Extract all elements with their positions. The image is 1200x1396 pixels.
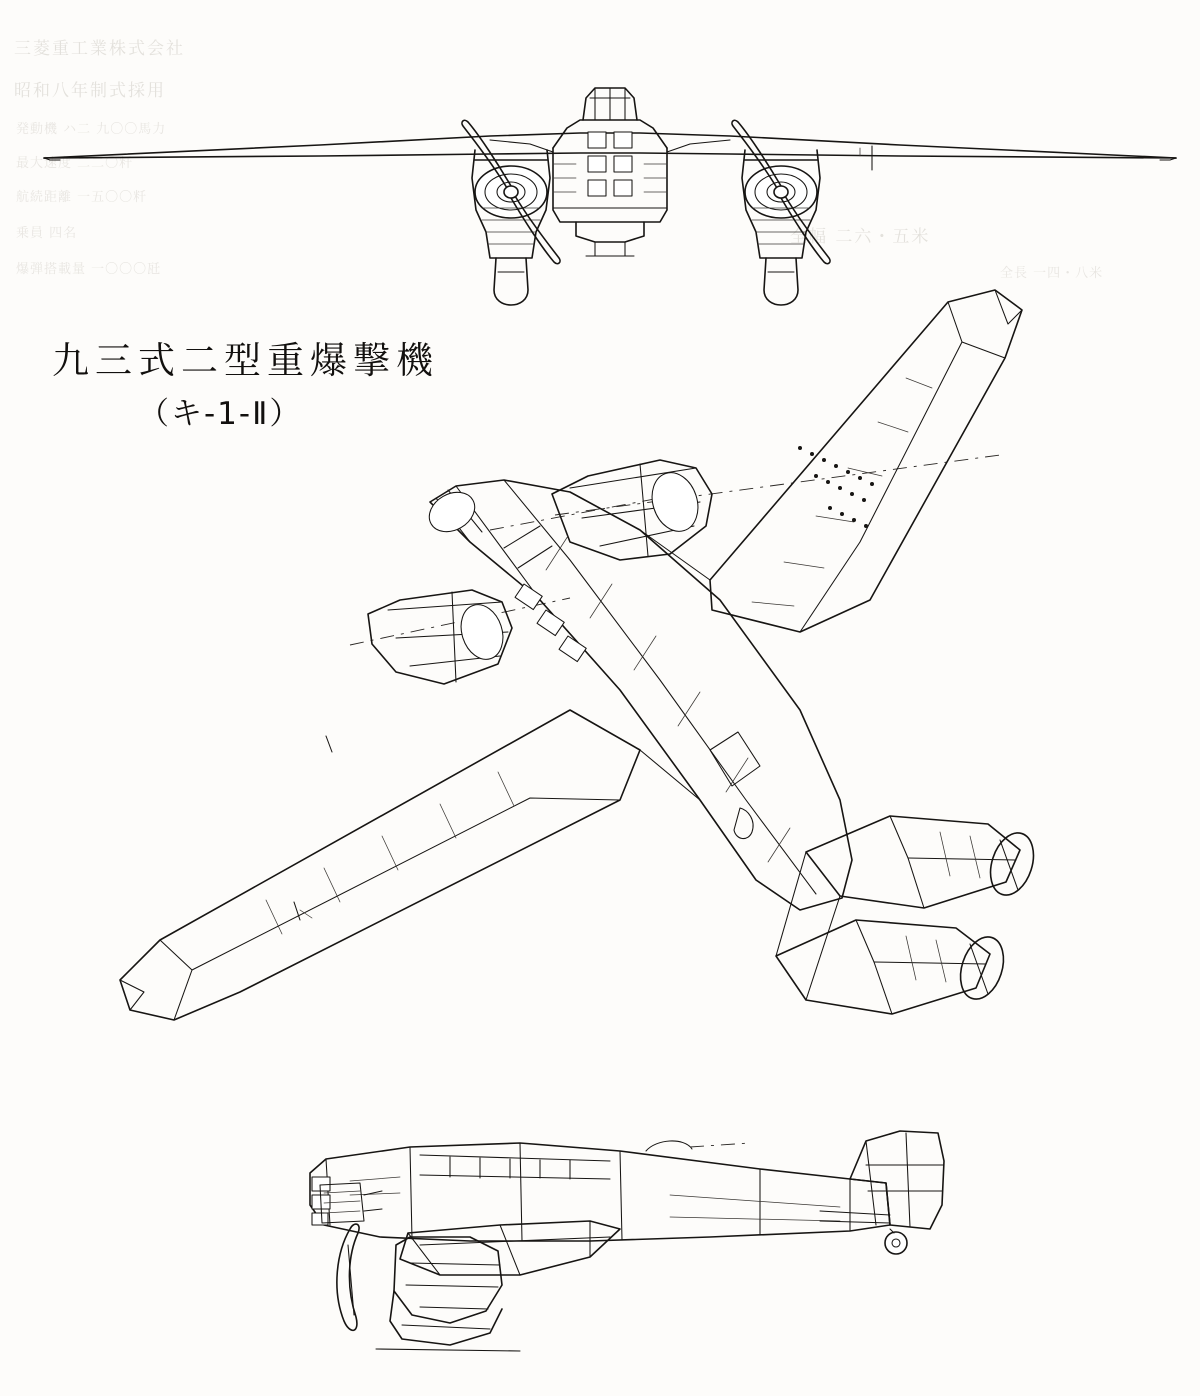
bleed-text-line: 爆弾搭載量 一〇〇〇瓩 [16, 262, 162, 277]
side-view-fuselage [310, 1141, 890, 1241]
front-view-port-engine [462, 120, 560, 305]
bleed-text-line: 三菱重工業株式会社 [14, 39, 185, 59]
bleed-text-line: 乗員 四名 [16, 226, 78, 241]
bleed-text-line: 最大速度 二二〇粁 [16, 156, 134, 171]
bleed-text-line: 発動機 ハ二 九〇〇馬力 [16, 122, 167, 137]
aircraft-designation: （キ-1-Ⅱ） [138, 396, 303, 432]
plan-view-fuselage [422, 480, 852, 910]
plan-view [100, 280, 1120, 1090]
side-view-tail [820, 1131, 944, 1254]
bleed-text-line: 全幅 二六・五米 [790, 227, 931, 247]
front-view [20, 60, 1200, 310]
side-view [290, 1125, 990, 1355]
front-view-wings [44, 133, 1176, 170]
plan-view-starboard-wing [710, 290, 1022, 632]
bleed-text-line: 航続距離 一五〇〇粁 [16, 190, 148, 205]
plan-view-empennage [776, 816, 1041, 1014]
plan-view-starboard-nacelle [552, 460, 712, 560]
front-view-starboard-engine [732, 120, 830, 305]
page-title: 九三式二型重爆撃機 [52, 339, 439, 382]
side-view-wing [400, 1221, 620, 1275]
plan-view-port-wing [120, 710, 640, 1020]
bleed-text-line: 全長 一四・八米 [1000, 266, 1104, 281]
bleed-text-line: 昭和八年制式採用 [14, 81, 166, 101]
